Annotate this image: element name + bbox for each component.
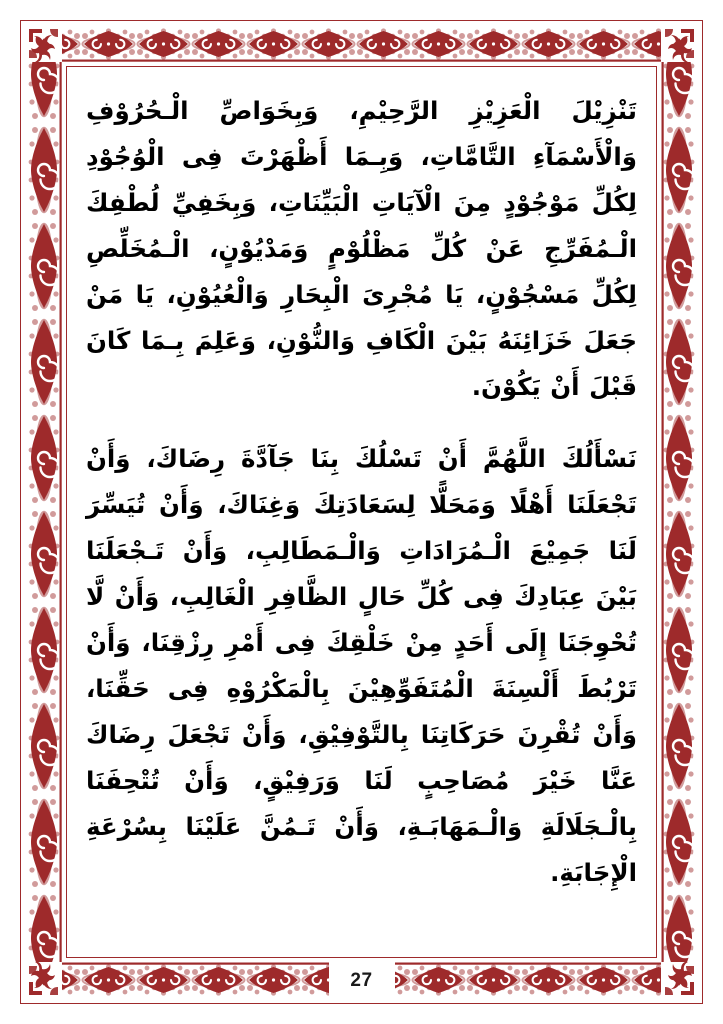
border-band-right	[661, 26, 697, 998]
page-number-plaque	[329, 962, 395, 998]
paragraph-2: نَسْأَلُكَ اللَّهُمَّ أَنْ تَسْلُكَ بِنَا جَآدَّةَ رِضَاكَ، وَأَنْ تَجْعَلَنَا أَهْلًا وَمَحَلًّا لِسَعَادَتِكَ وَغِنَاكَ، وَأَنْ تُيَسِّرَ لَنَا جَمِيْعَ الْـمُرَادَاتِ وَالْـمَطَالِبِ، وَأَنْ تَـجْعَلَنَا بَيْنَ عِبَادِكَ فِى كُلِّ حَالٍ الظَّافِرِ الْغَالِبِ، وَأَنْ لَّا تُحْوِجَنَا إِلَى أَحَدٍ مِنْ خَلْقِكَ فِى أَمْرِ رِزْقِنَا، وَأَنْ تَرْبُطَ أَلْسِنَةَ الْمُتَفَوِّهِيْنَ بِالْمَكْرُوْهِ فِى حَقِّنَا، وَأَنْ تُقْرِنَ حَرَكَاتِنَا بِالتَّوْفِيْقِ، وَأَنْ تَجْعَلَ رِضَاكَ عَنَّا خَيْرَ مُصَاحِبٍ لَنَا وَرَفِيْقٍ، وَأَنْ تُتْحِفَنَا بِالْـجَلَالَةِ وَالْـمَهَابَـةِ، وَأَنْ تَـمُنَّ عَلَيْنَا بِسُرْعَةِ الْإِجَابَةِ.	[86, 444, 637, 887]
border-band-left	[26, 26, 62, 998]
border-corner-bottom-right	[661, 962, 697, 998]
border-corner-bottom-left	[26, 962, 62, 998]
border-corner-top-left	[26, 26, 62, 62]
paragraph-1: تَنْزِيْلَ الْعَزِيْزِ الرَّحِيْمِ، وَبِخَوَاصِّ الْـحُرُوْفِ وَالْأَسْمَآءِ التَّامَّاتِ، وَبِـمَا أَظْهَرْتَ فِى الْوُجُوْدِ لِكُلِّ مَوْجُوْدٍ مِنَ الْآيَاتِ الْبَيِّنَاتِ، وَبِخَفِيِّ لُطْفِكَ الْـمُفَرِّجِ عَنْ كُلِّ مَظْلُوْمٍ وَمَدْيُوْنٍ، الْـمُخَلِّصِ لِكُلِّ مَسْجُوْنٍ، يَا مُجْرِىَ الْبِحَارِ وَالْعُيُوْنِ، يَا مَنْ جَعَلَ خَزَائِنَهُ بَيْنَ الْكَافِ وَالنُّوْنِ، وَعَلِمَ بِـمَا كَانَ قَبْلَ أَنْ يَكُوْنَ.	[86, 96, 637, 401]
border-band-top	[26, 26, 697, 62]
page-number: 27	[350, 969, 373, 991]
page-content	[86, 88, 637, 938]
border-corner-top-right	[661, 26, 697, 62]
